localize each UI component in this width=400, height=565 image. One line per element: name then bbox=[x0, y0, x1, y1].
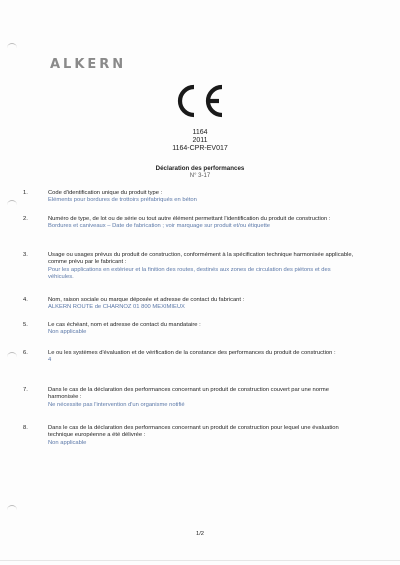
item-question: Le ou les systèmes d'évaluation et de vérification de la constance des performances du produit de construction : bbox=[48, 350, 336, 356]
item-number: 5. bbox=[23, 322, 28, 328]
item-answer: Bordures et caniveaux – Date de fabrication ; voir marquage sur produit et/ou étiquette bbox=[48, 223, 271, 230]
divider bbox=[0, 560, 400, 561]
list-item bbox=[23, 252, 356, 282]
notified-body-code: 1164 bbox=[192, 129, 208, 136]
page-number: 1/2 bbox=[195, 531, 205, 537]
item-number: 8. bbox=[23, 425, 28, 431]
year-code: 2011 bbox=[192, 137, 208, 144]
list-item bbox=[23, 190, 356, 205]
item-number: 3. bbox=[23, 252, 28, 258]
item-number: 2. bbox=[23, 216, 28, 222]
item-answer: Pour les applications en extérieur et la finition des routes, destinés aux zones de circulation des piétons et des véhicules. bbox=[48, 266, 331, 281]
list-item bbox=[23, 425, 356, 447]
punch-hole bbox=[7, 43, 17, 50]
item-answer: Eléments pour bordures de trottoirs préfabriqués en béton bbox=[48, 197, 197, 204]
list-item bbox=[23, 322, 356, 337]
item-number: 7. bbox=[23, 387, 28, 393]
item-question: Nom, raison sociale ou marque déposée et adresse de contact du fabricant : bbox=[48, 297, 245, 303]
item-answer: 4 bbox=[48, 357, 52, 364]
item-question: Dans le cas de la déclaration des performances concernant un produit de construction couvert par une norme harmonisée : bbox=[48, 387, 329, 401]
list-item bbox=[23, 216, 356, 231]
item-question: Numéro de type, de lot ou de série ou tout autre élément permettant l'identification du produit de construction : bbox=[48, 216, 331, 222]
declaration-title: Déclaration des performances bbox=[155, 165, 245, 172]
item-question: Code d'identification unique du produit type : bbox=[48, 190, 163, 196]
certificate-code: 1164-CPR-EV017 bbox=[172, 145, 228, 152]
item-number: 1. bbox=[23, 190, 28, 196]
item-answer: Non applicable bbox=[48, 329, 87, 336]
list-item bbox=[23, 350, 356, 365]
item-number: 4. bbox=[23, 297, 28, 303]
list-item bbox=[23, 297, 356, 312]
item-answer: Non applicable bbox=[48, 439, 87, 446]
ce-mark-icon bbox=[160, 82, 240, 120]
list-item bbox=[23, 387, 356, 409]
brand-logo: ALKERN bbox=[50, 57, 127, 72]
item-answer: Ne nécessite pas l'intervention d'un organisme notifié bbox=[48, 401, 185, 408]
item-question: Le cas échéant, nom et adresse de contact du mandataire : bbox=[48, 322, 201, 328]
item-number: 6. bbox=[23, 350, 28, 356]
punch-hole bbox=[7, 505, 17, 512]
punch-hole bbox=[7, 352, 17, 359]
item-question: Dans le cas de la déclaration des performances concernant un produit de construction pour lequel une évaluation technique européenne a été délivrée : bbox=[48, 425, 339, 439]
punch-hole bbox=[7, 200, 17, 207]
item-answer: ALKERN ROUTE de CHARNOZ 01 800 MEXIMIEUX bbox=[48, 304, 185, 311]
item-question: Usage ou usages prévus du produit de construction, conformément à la spécification technique harmonisée applicable, comme prévu par le fabricant : bbox=[48, 252, 354, 266]
declaration-number: N° 3-17 bbox=[189, 173, 211, 179]
